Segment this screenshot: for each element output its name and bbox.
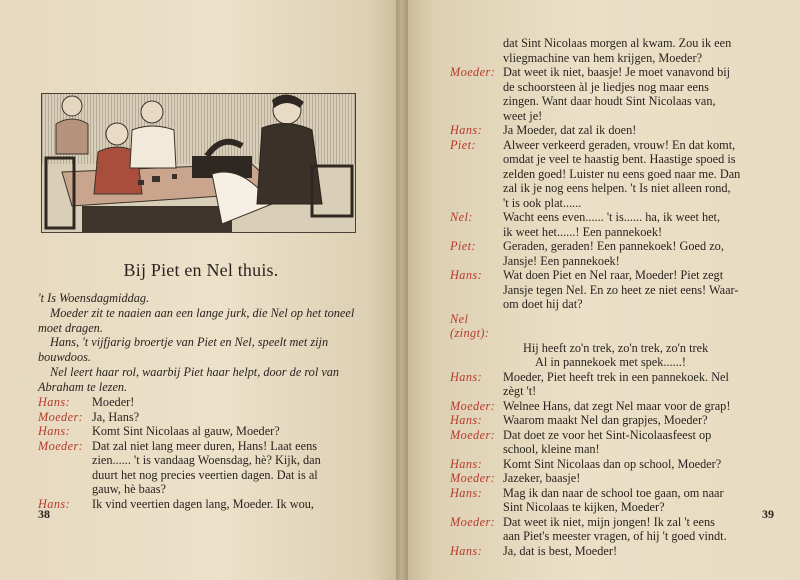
spoken-text: Komt Sint Nicolaas dan op school, Moeder? [503, 456, 722, 471]
spoken-text: Dat weet ik niet, mijn jongen! Ik zal 't eens aan Piet's meester vragen, of hij 't goed vindt. [503, 514, 727, 543]
speaker-name: Moeder: [450, 471, 496, 485]
dialogue-line [38, 395, 366, 410]
spoken-text: Moeder! [92, 395, 135, 409]
speaker-name: Hans: [450, 456, 483, 471]
dialogue-line [450, 471, 778, 486]
spoken-text: Dat zal niet lang meer duren, Hans! Laat eens zien...... 't is vandaag Woensdag, hè? Kijk, dan duurt het nog precies veertien dagen. Dat is al gauw, hè baas? [92, 438, 321, 496]
dialogue-line [450, 268, 778, 312]
song-lyrics: Hij heeft zo'n trek, zo'n trek, zo'n trek Al in pannekoek met spek......! [523, 340, 709, 369]
page-number: 39 [762, 507, 774, 521]
dialogue-line [450, 413, 778, 428]
spoken-text: Moeder, Piet heeft trek in een pannekoek. Nel zègt 't! [503, 369, 729, 398]
speaker-name: Moeder: [38, 409, 84, 424]
chapter-title: Bij Piet en Nel thuis. [123, 260, 279, 280]
spoken-text: Ja, dat is best, Moeder! [503, 543, 618, 558]
intro-line: 't Is Woensdagmiddag. [38, 291, 150, 305]
speaker-name: Hans: [38, 395, 71, 409]
dialogue-line [450, 486, 778, 515]
family-illustration [41, 93, 356, 233]
spoken-text: Wacht eens even...... 't is...... ha, ik weet het, ik weet het......! Een pannekoek! [503, 210, 721, 239]
spoken-text: Ik vind veertien dagen lang, Moeder. Ik wou, [92, 496, 314, 511]
dialogue-line [450, 370, 778, 399]
dialogue-line [450, 457, 778, 472]
spoken-text: Waarom maakt Nel dan grapjes, Moeder? [503, 413, 708, 427]
dialogue-line [38, 439, 366, 497]
dialogue-line [450, 239, 778, 268]
spoken-text: Ja Moeder, dat zal ik doen! [503, 123, 637, 137]
speaker-name: Nel (zingt): [450, 311, 490, 340]
dialogue-line [450, 544, 778, 559]
dialogue-line [38, 410, 366, 425]
book-gutter [396, 0, 408, 580]
spoken-text: Mag ik dan naar de school toe gaan, om naar Sint Nicolaas te kijken, Moeder? [503, 485, 724, 514]
intro-line: Nel leert haar rol, waarbij Piet haar helpt, door de rol van Abraham te lezen. [38, 364, 340, 394]
speaker-name: Hans: [450, 369, 483, 384]
continued-text: dat Sint Nicolaas morgen al kwam. Zou ik een vliegmachine van hem krijgen, Moeder? [503, 36, 732, 65]
spoken-text: Alweer verkeerd geraden, vrouw! En dat komt, omdat je veel te haastig bent. Haastige spoed is zelden goed! Luister nu eens goed naar me. Dan zal ik je nog eens helpen. 't Is niet alleen rond, 't is ook plat...... [503, 137, 741, 210]
speaker-name: Moeder: [450, 427, 496, 442]
page-number: 38 [38, 507, 50, 521]
dialogue-block [450, 36, 778, 558]
speaker-name: Hans: [450, 543, 483, 558]
speaker-name: Hans: [38, 496, 71, 511]
speaker-name: Piet: [450, 137, 476, 152]
speaker-name: Moeder: [450, 65, 496, 79]
dialogue-line [450, 65, 778, 123]
speaker-name: Nel: [450, 210, 473, 224]
dialogue-line [38, 497, 366, 512]
speaker-name: Hans: [450, 268, 483, 282]
speaker-name: Moeder: [450, 398, 496, 413]
intro-line: Hans, 't vijfjarig broertje van Piet en Nel, speelt met zijn bouwdoos. [38, 335, 329, 365]
spoken-text: Ja, Hans? [92, 409, 140, 424]
speaker-name: Hans: [450, 485, 483, 500]
dialogue-line [450, 428, 778, 457]
dialogue-line [450, 138, 778, 211]
speaker-name: Hans: [450, 123, 483, 137]
dialogue-line [450, 210, 778, 239]
spoken-text: Komt Sint Nicolaas al gauw, Moeder? [92, 424, 280, 438]
speaker-name: Hans: [38, 424, 71, 438]
dialogue-line [450, 515, 778, 544]
speaker-name: Piet: [450, 239, 476, 253]
dialogue-line [38, 424, 366, 439]
spoken-text: Wat doen Piet en Nel raar, Moeder! Piet zegt Jansje tegen Nel. En zo heet ze niet eens! Waar- om doet hij dat? [503, 268, 739, 311]
spoken-text: Dat weet ik niet, baasje! Je moet vanavond bij de schoorsteen àl je liedjes nog maar eens zingen. Want daar houdt Sint Nicolaas van, weet je! [503, 65, 731, 123]
speaker-name: Moeder: [38, 438, 84, 453]
song-block [450, 312, 778, 370]
intro-line: Moeder zit te naaien aan een lange jurk, die Nel op het toneel moet dragen. [38, 305, 355, 335]
dialogue-line [450, 123, 778, 138]
spoken-text: Jazeker, baasje! [503, 471, 581, 485]
spoken-text: Dat doet ze voor het Sint-Nicolaasfeest op school, kleine man! [503, 427, 712, 456]
speaker-name: Moeder: [450, 514, 496, 529]
stage-directions [38, 291, 364, 395]
speaker-name: Hans: [450, 413, 483, 427]
spoken-text: Welnee Hans, dat zegt Nel maar voor de grap! [503, 398, 731, 413]
dialogue-line [450, 399, 778, 414]
spoken-text: Geraden, geraden! Een pannekoek! Goed zo, Jansje! Een pannekoek! [503, 239, 724, 268]
dialogue-block [38, 395, 366, 511]
